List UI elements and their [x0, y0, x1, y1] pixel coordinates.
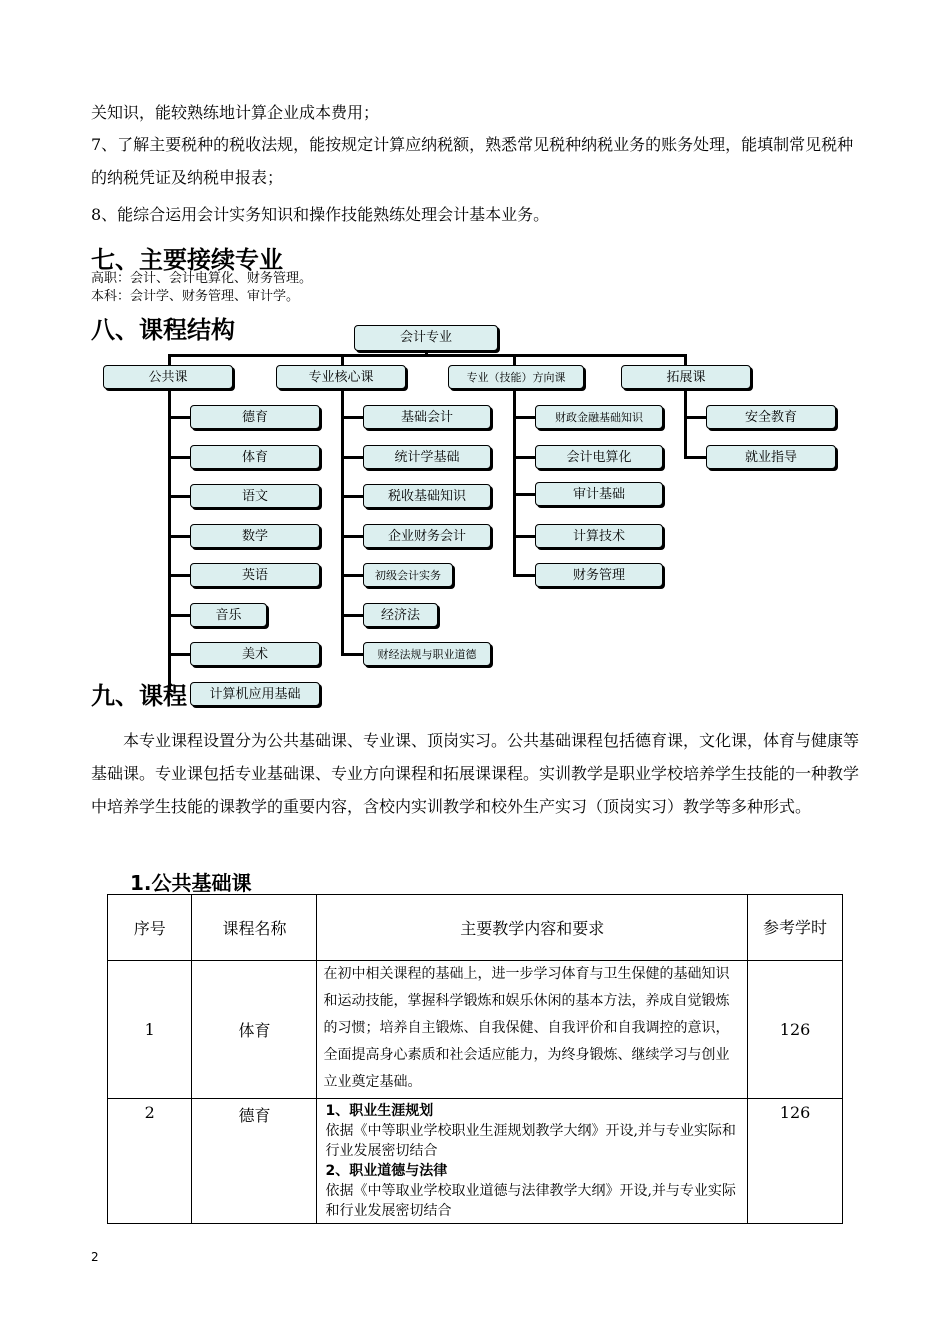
- header-name: 课程名称: [192, 895, 317, 961]
- chart-node-public: 音乐: [190, 603, 267, 627]
- chart-node-core: 初级会计实务: [363, 563, 453, 587]
- chart-node-direction: 会计电算化: [535, 445, 663, 469]
- cell-hours: 126: [748, 961, 843, 1099]
- section-7-title: 七、主要接续专业: [91, 246, 283, 274]
- chart-category-core: 专业核心课: [276, 365, 406, 389]
- section-9-intro: 本专业课程设置分为公共基础课、专业课、顶岗实习。公共基础课程包括德育课，文化课，体育与健康等基础课。专业课包括专业基础课、专业方向课程和拓展课课程。实训教学是职业学校培养学生技能的一种教学中培养学生技能的课教学的重要内容，含校内实训教学和校外生产实习（顶岗实习）教学等多种形式。: [91, 731, 860, 816]
- section-9-title: 九、课程: [91, 682, 187, 710]
- section-8-title: 八、课程结构: [91, 316, 235, 344]
- cell-name: 德育: [192, 1099, 317, 1224]
- chart-node-public: 语文: [190, 484, 320, 508]
- cell-content: 在初中相关课程的基础上，进一步学习体育与卫生保健的基础知识和运动技能，掌握科学锻炼和娱乐休闲的基本方法，养成自觉锻炼的习惯；培养自主锻炼、自我保健、自我评价和自我调控的意识，全面提高身心素质和社会适应能力，为终身锻炼、继续学习与创业立业奠定基础。: [317, 961, 748, 1099]
- public-courses-table: [107, 894, 843, 1224]
- cell-content: [317, 1099, 748, 1224]
- chart-node-extension: 就业指导: [706, 445, 836, 469]
- cell-no: 1: [108, 961, 192, 1099]
- chart-node-direction: 计算技术: [535, 524, 663, 548]
- chart-node-core: 基础会计: [363, 405, 491, 429]
- content-sub1-text: 依据《中等职业学校职业生涯规划教学大纲》开设,并与专业实际和行业发展密切结合: [325, 1123, 736, 1159]
- cell-no: 2: [108, 1099, 192, 1224]
- chart-category-direction: 专业（技能）方向课: [448, 365, 584, 389]
- header-hours: 参考学时: [748, 895, 843, 961]
- chart-node-public: 美术: [190, 642, 320, 666]
- chart-node-core: 企业财务会计: [363, 524, 491, 548]
- cell-hours: 126: [748, 1099, 843, 1224]
- paragraph-3: 8、能综合运用会计实务知识和操作技能熟练处理会计基本业务。: [91, 205, 550, 224]
- content-sub2-title: 2、职业道德与法律: [325, 1163, 448, 1179]
- chart-node-public: 德育: [190, 405, 320, 429]
- chart-node-core: 税收基础知识: [363, 484, 491, 508]
- chart-category-extension: 拓展课: [621, 365, 751, 389]
- chart-node-public: 英语: [190, 563, 320, 587]
- chart-node-public: 数学: [190, 524, 320, 548]
- chart-node-core: 财经法规与职业道德: [363, 642, 491, 666]
- paragraph-1: 关知识，能较熟练地计算企业成本费用；: [91, 103, 380, 122]
- page-number: 2: [91, 1250, 99, 1264]
- table-row: [108, 961, 843, 1099]
- chart-node-direction: 审计基础: [535, 482, 663, 506]
- section-7-line-1: 高职：会计、会计电算化、财务管理。: [91, 271, 313, 286]
- cell-name: 体育: [192, 961, 317, 1099]
- chart-node-core: 统计学基础: [363, 445, 491, 469]
- chart-root-node: 会计专业: [354, 325, 498, 351]
- content-sub1-title: 1、职业生涯规划: [325, 1103, 434, 1119]
- subsection-title: 1.公共基础课: [130, 871, 252, 895]
- chart-category-public: 公共课: [103, 365, 233, 389]
- section-7-line-2: 本科：会计学、财务管理、审计学。: [91, 289, 300, 304]
- chart-node-direction: 财务管理: [535, 563, 663, 587]
- content-sub2-text: 依据《中等取业学校取业道德与法律教学大纲》开设,并与专业实际和行业发展密切结合: [325, 1183, 736, 1219]
- header-content: 主要教学内容和要求: [317, 895, 748, 961]
- header-no: 序号: [108, 895, 192, 961]
- chart-node-core: 经济法: [363, 603, 438, 627]
- chart-node-public: 体育: [190, 445, 320, 469]
- chart-node-direction: 财政金融基础知识: [535, 405, 663, 429]
- table-header-row: [108, 895, 843, 961]
- table-row: [108, 1099, 843, 1224]
- chart-node-public: 计算机应用基础: [190, 682, 320, 706]
- paragraph-2: 7、了解主要税种的税收法规，能按规定计算应纳税额，熟悉常见税种纳税业务的账务处理，能填制常见税种的纳税凭证及纳税申报表；: [91, 135, 854, 187]
- chart-node-extension: 安全教育: [706, 405, 836, 429]
